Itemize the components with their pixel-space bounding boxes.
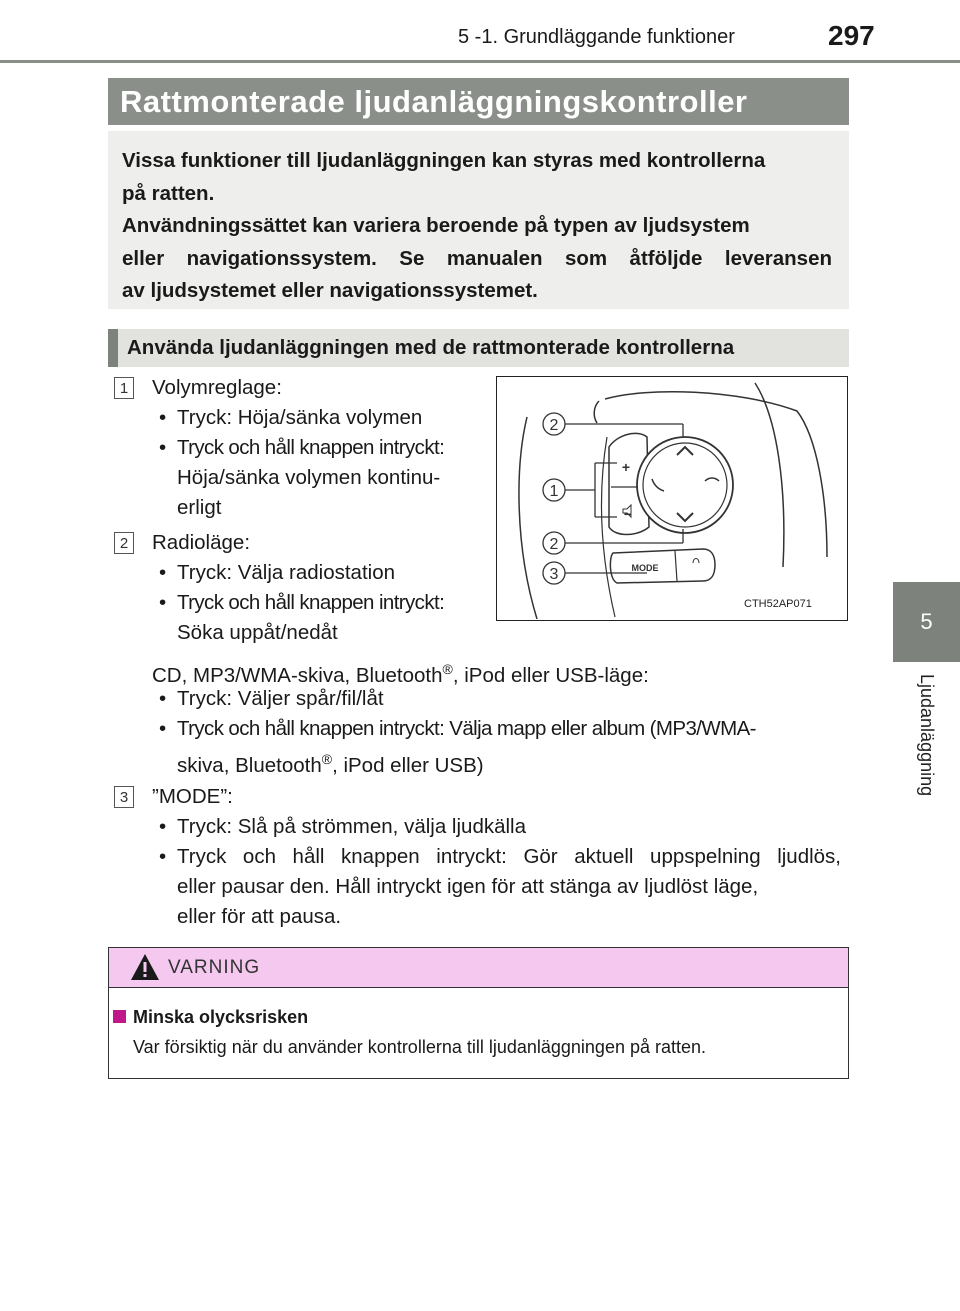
volume-minus-label: − [623, 506, 633, 522]
bullet-text: Tryck: Välja radiostation [177, 561, 395, 584]
item-number-2: 2 [114, 532, 134, 554]
bullet-text: Tryck och håll knappen intryckt: Välja mapp eller album (MP3/WMA- [177, 717, 756, 740]
registered-mark: ® [442, 661, 453, 677]
bullet-text: Tryck och håll knappen intryckt: [177, 591, 445, 614]
page-title: Rattmonterade ljudanläggningskontroller [120, 84, 748, 119]
bullet-item: • Tryck: Väljer spår/fil/låt [159, 687, 384, 710]
warning-title: VARNING [168, 957, 261, 978]
page-number: 297 [828, 20, 875, 51]
bullet-text: Tryck och håll knappen intryckt: [177, 436, 445, 459]
item-number-1: 1 [114, 377, 134, 399]
callout-3: 3 [549, 566, 559, 583]
chapter-number: 5 [920, 609, 933, 634]
chapter-label-text: Ljudanläggning [917, 674, 937, 797]
callout-2-top: 2 [549, 417, 559, 434]
bullet-item: • Tryck och håll knappen intryckt: Välja mapp eller album (MP3/WMA- [159, 717, 756, 740]
item-3-heading: ”MODE”: [152, 785, 233, 808]
bullet-item: • Tryck och håll knappen intryckt: Gör aktuell uppspelning ljudlös, [159, 845, 841, 868]
item-1-heading: Volymreglage: [152, 376, 282, 399]
volume-plus-label: + [621, 459, 631, 475]
mode-label: MODE [631, 563, 659, 573]
warning-body: Var försiktig när du använder kontrollerna till ljudanläggningen på ratten. [133, 1037, 707, 1057]
steering-switch-illustration [497, 377, 846, 619]
bullet-continuation: Söka uppåt/nedåt [177, 621, 338, 644]
bullet-item: • Tryck: Slå på strömmen, välja ljudkälla [159, 815, 527, 838]
intro-line: Användningssättet kan variera beroende på typen av ljudsystem [122, 214, 750, 237]
intro-line: på ratten. [122, 181, 215, 205]
callout-1: 1 [549, 483, 559, 500]
chapter-label [905, 674, 945, 824]
warning-subtitle: Minska olycksrisken [133, 1007, 309, 1027]
intro-line: eller navigationssystem. Se manualen som åtföljde leveransen [122, 246, 832, 270]
intro-text [122, 145, 832, 308]
intro-line: Vissa funktioner till ljudanläggningen kan styras med kontrollerna [122, 149, 766, 172]
intro-line: av ljudsystemet eller navigationssystemet. [122, 279, 538, 302]
section-header: 5 -1. Grundläggande funktioner [458, 26, 735, 48]
bullet-continuation: erligt [177, 496, 222, 519]
warning-icon [130, 953, 160, 981]
cd-heading-text: , iPod eller USB-läge: [452, 663, 649, 687]
bullet-text: Tryck: Väljer spår/fil/låt [177, 687, 384, 710]
bullet-item: • Tryck: Välja radiostation [159, 561, 395, 584]
bullet-item: • Tryck och håll knappen intryckt: [159, 436, 445, 459]
bullet-continuation: eller pausar den. Håll intryckt igen för att stänga av ljudlöst läge, [177, 875, 759, 898]
bullet-text: Tryck och håll knappen intryckt: Gör aktuell uppspelning ljudlös, [177, 845, 841, 868]
bullet-continuation: eller för att pausa. [177, 905, 342, 928]
bullet-continuation: Höja/sänka volymen kontinu- [177, 466, 441, 489]
registered-mark: ® [321, 751, 333, 767]
item-2-heading: Radioläge: [152, 531, 251, 554]
steering-switch-diagram [496, 376, 848, 621]
item-number-3: 3 [114, 786, 134, 808]
bullet-item: • Tryck och håll knappen intryckt: [159, 591, 445, 614]
warning-bullet-square [113, 1010, 126, 1023]
bullet-text: Tryck: Höja/sänka volymen [177, 406, 423, 429]
bullet-item: • Tryck: Höja/sänka volymen [159, 406, 423, 429]
bullet-text: , iPod eller USB) [332, 753, 484, 777]
cd-heading-text: CD, MP3/WMA-skiva, Bluetooth [152, 663, 443, 687]
subheading: Använda ljudanläggningen med de rattmonterade kontrollerna [127, 336, 735, 359]
diagram-code: CTH52AP071 [744, 598, 812, 610]
bullet-continuation [177, 744, 484, 781]
chapter-tab [893, 582, 960, 662]
bullet-text: skiva, Bluetooth [177, 753, 322, 777]
bullet-text: Tryck: Slå på strömmen, välja ljudkälla [177, 815, 527, 838]
callout-2-bottom: 2 [549, 536, 559, 553]
header-rule [0, 60, 960, 63]
